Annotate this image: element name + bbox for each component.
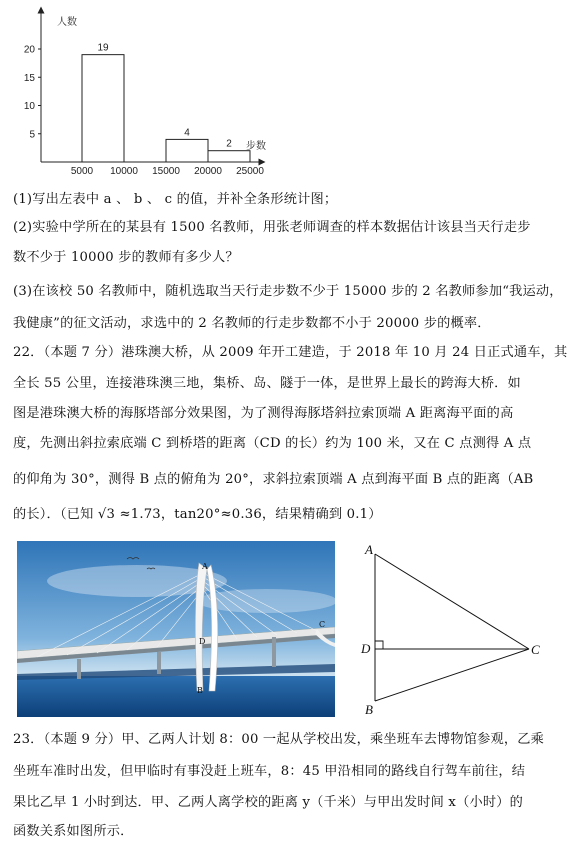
text-line: 函数关系如图所示． xyxy=(13,824,134,839)
x-tick-label: 10000 xyxy=(110,166,138,177)
photo-label-c: C xyxy=(319,620,326,629)
histogram-bar xyxy=(166,139,208,162)
bar-value-label: 4 xyxy=(184,127,190,139)
point-label-c: C xyxy=(531,642,540,657)
text-line: (2)实验中学所在的某县有 1500 名教师，用张老师调查的样本数据估计该县当天行走步 xyxy=(13,220,531,235)
y-tick-label: 20 xyxy=(23,44,35,56)
x-tick-label: 15000 xyxy=(152,166,180,177)
bridge-photo xyxy=(17,541,335,717)
histogram-bar xyxy=(82,55,124,162)
y-tick-label: 10 xyxy=(23,101,35,112)
text-line: 22．（本题 7 分）港珠澳大桥，从 2009 年开工建造，于 2018 年 10 月 24 日正式通车，其 xyxy=(13,345,568,360)
photo-label-d: D xyxy=(199,637,206,646)
bar-value-label: 2 xyxy=(226,138,232,150)
text-line: 我健康”的征文活动，求选中的 2 名教师的行走步数都不小于 20000 步的概率． xyxy=(13,316,491,331)
text-line: 度，先测出斜拉索底端 C 到桥塔的距离（CD 的长）约为 100 米，又在 C 点测得 A 点 xyxy=(13,436,532,451)
text-line: 坐班车准时出发，但甲临时有事没赶上班车，8：45 甲沿相同的路线自行驾车前往，结 xyxy=(13,764,526,779)
photo-label-b: B xyxy=(197,686,203,695)
photo-label-a: A xyxy=(202,562,208,571)
y-tick-label: 5 xyxy=(29,129,35,141)
text-line: 的仰角为 30°，测得 B 点的俯角为 20°，求斜拉索顶端 A 点到海平面 B 点的距离（AB xyxy=(13,472,534,487)
x-tick-label: 5000 xyxy=(70,166,94,177)
y-tick-label: 15 xyxy=(23,72,35,84)
text-line: 数不少于 10000 步的教师有多少人？ xyxy=(13,250,239,265)
text-line: 图是港珠澳大桥的海豚塔部分效果图，为了测得海豚塔斜拉索顶端 A 距离海平面的高 xyxy=(13,406,514,421)
text-line: (1)写出左表中 a 、 b 、 c 的值，并补全条形统计图； xyxy=(13,192,338,207)
text-line: 全长 55 公里，连接港珠澳三地，集桥、岛、隧于一体，是世界上最长的跨海大桥．如 xyxy=(13,376,521,391)
triangle-diagram xyxy=(352,538,552,723)
step-count-chart xyxy=(0,0,290,185)
point-label-b: B xyxy=(365,702,373,717)
x-tick-label: 20000 xyxy=(194,166,222,177)
text-line: 果比乙早 1 小时到达．甲、乙两人离学校的距离 y（千米）与甲出发时间 x（小时）的 xyxy=(13,795,524,810)
y-axis-label: 人数 xyxy=(57,17,77,28)
x-axis-label: 步数 xyxy=(246,141,266,152)
point-label-d: D xyxy=(361,641,371,656)
point-label-a: A xyxy=(365,542,373,557)
text-line: (3)在该校 50 名教师中，随机选取当天行走步数不少于 15000 步的 2 名教师参加“我运动， xyxy=(13,284,563,299)
text-line: 的长）．（已知 √3 ≈1.73，tan20°≈0.36，结果精确到 0.1） xyxy=(13,507,382,522)
x-tick-label: 25000 xyxy=(236,166,264,177)
bar-value-label: 19 xyxy=(97,42,109,54)
text-line: 23．（本题 9 分）甲、乙两人计划 8：00 一起从学校出发，乘坐班车去博物馆参观，乙乘 xyxy=(13,732,545,747)
histogram-bar xyxy=(208,151,250,162)
